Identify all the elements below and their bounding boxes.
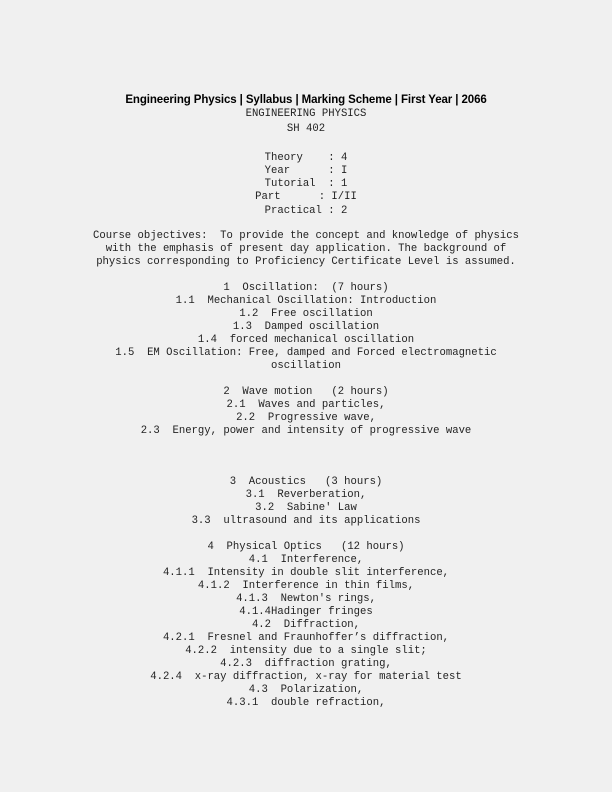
section-heading: 3 Acoustics (3 hours): [229, 476, 383, 488]
syllabus-item: 4.2.2 intensity due to a single slit;: [185, 645, 427, 657]
syllabus-item: 4.2.1 Fresnel and Fraunhoffer’s diffraction,: [162, 632, 450, 644]
syllabus-item: 4.1.1 Intensity in double slit interference,: [162, 567, 450, 579]
syllabus-item: 4.2.3 diffraction grating,: [220, 658, 392, 670]
syllabus-item: 3.2 Sabine' Law: [255, 502, 357, 514]
syllabus-item: 3.1 Reverberation,: [245, 489, 367, 501]
syllabus-item: 4.2.4 x-ray diffraction, x-ray for material test: [150, 671, 462, 683]
tutorial-info: Tutorial : 1: [264, 178, 348, 190]
syllabus-item: 3.3 ultrasound and its applications: [191, 515, 421, 527]
syllabus-item: 2.3 Energy, power and intensity of progressive wave: [140, 425, 472, 437]
syllabus-item: 2.2 Progressive wave,: [236, 412, 376, 424]
syllabus-item: 4.1.2 Interference in thin films,: [197, 580, 415, 592]
syllabus-item: 4.1.4Hadinger fringes: [239, 606, 373, 618]
year-info: Year : I: [264, 165, 348, 177]
section-heading: 1 Oscillation: (7 hours): [223, 282, 389, 294]
course-code: SH 402: [286, 123, 326, 135]
syllabus-item: 2.1 Waves and particles,: [226, 399, 386, 411]
theory-info: Theory : 4: [264, 152, 348, 164]
syllabus-item: 4.3.1 double refraction,: [226, 697, 386, 709]
objectives-line-3: physics corresponding to Proficiency Certificate Level is assumed.: [96, 256, 516, 268]
section-heading: 4 Physical Optics (12 hours): [207, 541, 405, 553]
syllabus-item: 1.2 Free oscillation: [239, 308, 373, 320]
section-heading: 2 Wave motion (2 hours): [223, 386, 389, 398]
syllabus-item: 1.1 Mechanical Oscillation: Introduction: [175, 295, 437, 307]
part-info: Part : I/II: [255, 191, 357, 203]
syllabus-item: 4.1 Interference,: [248, 554, 364, 566]
objectives-line-1: Course objectives: To provide the concept and knowledge of physics: [93, 230, 519, 242]
syllabus-item: 1.4 forced mechanical oscillation: [197, 334, 415, 346]
page-title: Engineering Physics | Syllabus | Marking Scheme | First Year | 2066: [125, 94, 487, 106]
course-name: ENGINEERING PHYSICS: [245, 108, 367, 120]
syllabus-item: oscillation: [271, 360, 341, 372]
practical-info: Practical : 2: [264, 205, 348, 217]
syllabus-item: 1.5 EM Oscillation: Free, damped and Forced electromagnetic: [115, 347, 497, 359]
objectives-line-2: with the emphasis of present day application. The background of: [105, 243, 507, 255]
syllabus-item: 1.3 Damped oscillation: [232, 321, 380, 333]
syllabus-item: 4.2 Diffraction,: [251, 619, 361, 631]
syllabus-item: 4.1.3 Newton's rings,: [236, 593, 376, 605]
syllabus-item: 4.3 Polarization,: [248, 684, 364, 696]
